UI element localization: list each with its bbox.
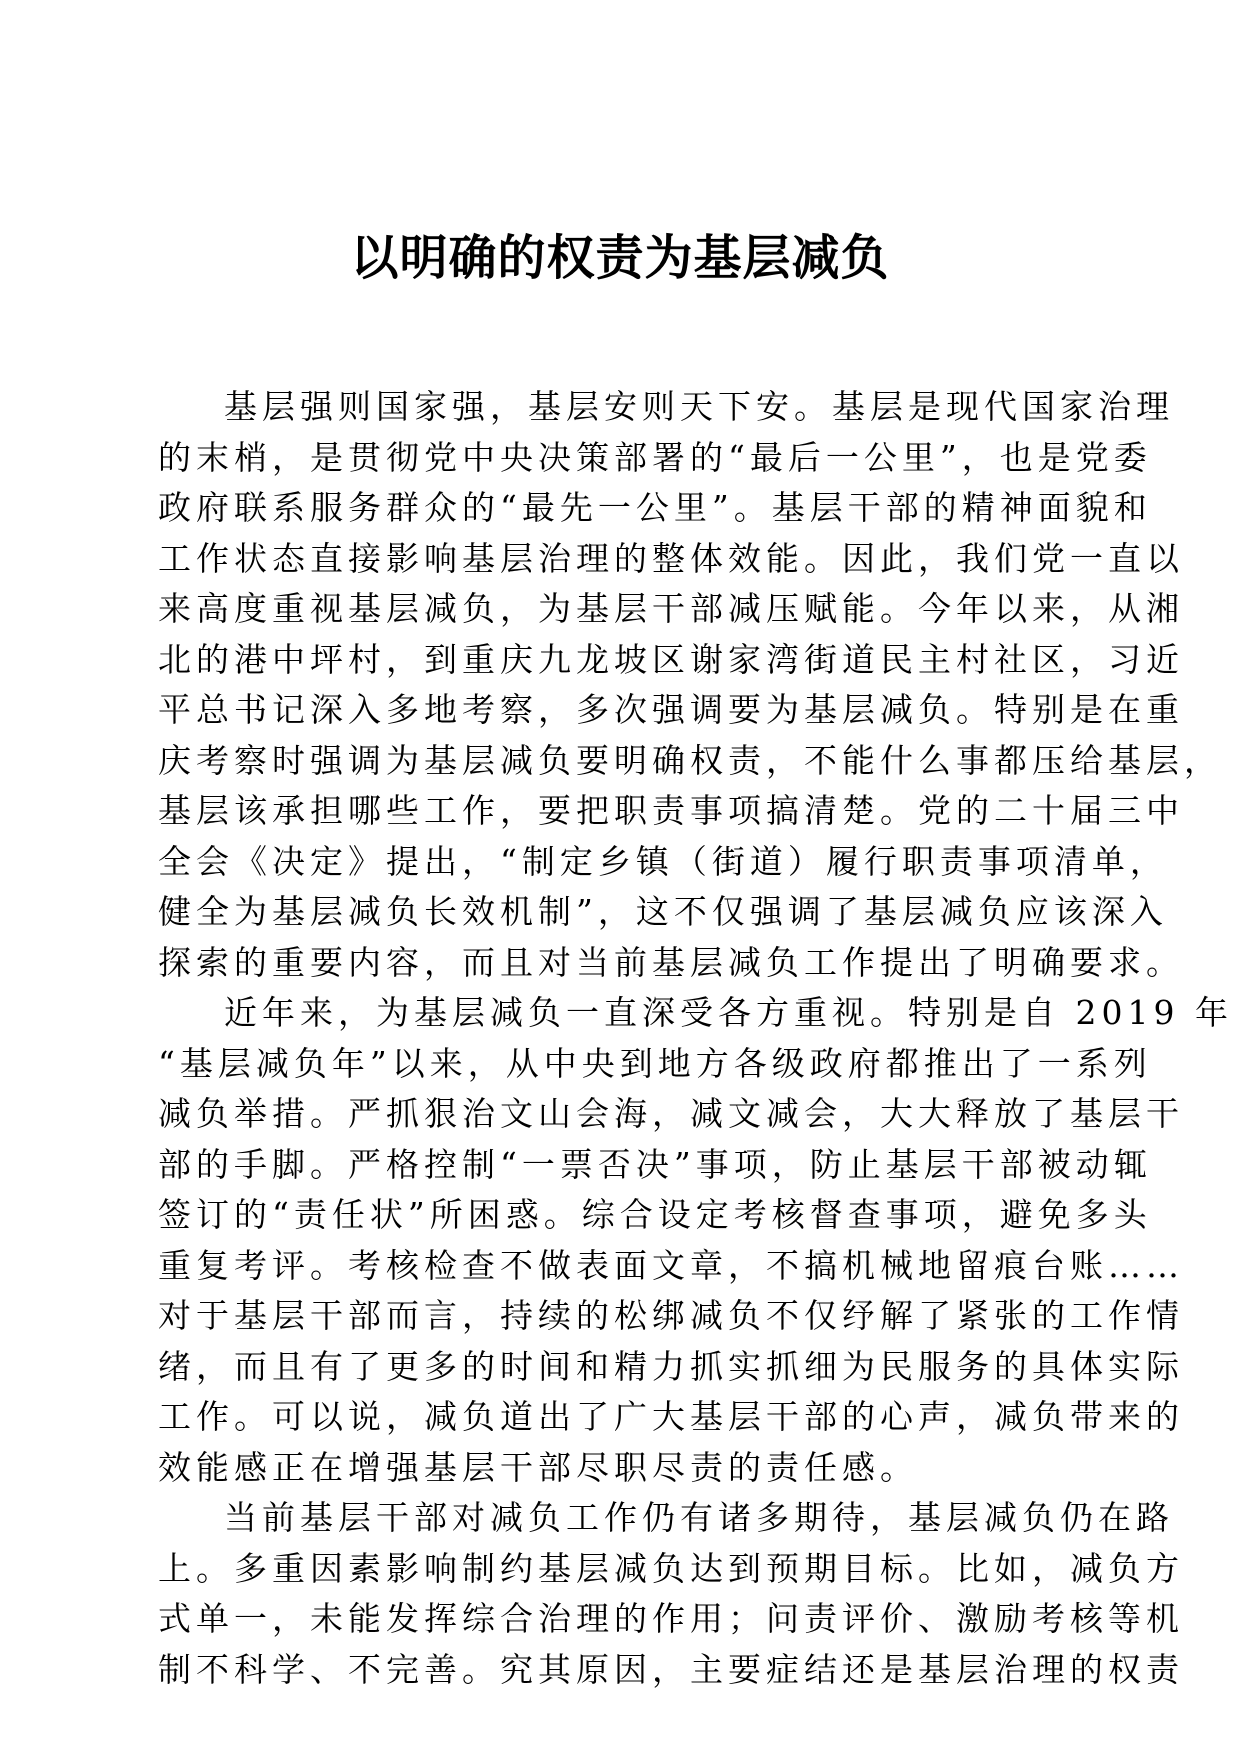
text-line: 式单一，未能发挥综合治理的作用；问责评价、激励考核等机	[158, 1599, 1184, 1638]
paragraph-2	[158, 988, 1233, 1493]
text-line: 效能感正在增强基层干部尽职尽责的责任感。	[158, 1447, 918, 1487]
text-line: 健全为基层减负长效机制”，这不仅强调了基层减负应该深入	[158, 892, 1168, 931]
text-line: 平总书记深入多地考察，多次强调要为基层减负。特别是在重	[158, 690, 1184, 729]
text-line: 上。多重因素影响制约基层减负达到预期目标。比如，减负方	[158, 1548, 1184, 1588]
text-line: 基层强则国家强，基层安则天下安。基层是现代国家治理	[224, 387, 1174, 426]
text-line: 庆考察时强调为基层减负要明确权责，不能什么事都压给基层，	[158, 740, 1222, 780]
text-line: 部的手脚。严格控制“一票否决”事项，防止基层干部被动辄	[158, 1144, 1152, 1184]
document-title: 以明确的权责为基层减负	[350, 230, 890, 286]
text-line: 对于基层干部而言，持续的松绑减负不仅纾解了紧张的工作情	[158, 1296, 1184, 1335]
text-line: 工作。可以说，减负道出了广大基层干部的心声，减负带来的	[158, 1397, 1184, 1436]
text-line: 北的港中坪村，到重庆九龙坡区谢家湾街道民主村社区，习近	[158, 639, 1184, 679]
text-line: 近年来，为基层减负一直深受各方重视。特别是自 2019 年	[224, 993, 1233, 1032]
text-line: “基层减负年”以来，从中央到地方各级政府都推出了一系列	[158, 1043, 1152, 1083]
text-line: 制不科学、不完善。究其原因，主要症结还是基层治理的权责	[158, 1649, 1184, 1689]
text-line: 探索的重要内容，而且对当前基层减负工作提出了明确要求。	[158, 942, 1184, 982]
text-line: 绪，而且有了更多的时间和精力抓实抓细为民服务的具体实际	[158, 1346, 1184, 1386]
text-line: 工作状态直接影响基层治理的整体效能。因此，我们党一直以	[158, 538, 1184, 578]
text-line: 来高度重视基层减负，为基层干部减压赋能。今年以来，从湘	[158, 589, 1184, 628]
text-line: 当前基层干部对减负工作仍有诸多期待，基层减负仍在路	[224, 1498, 1174, 1537]
document-body	[158, 382, 1233, 1695]
text-line: 基层该承担哪些工作，要把职责事项搞清楚。党的二十届三中	[158, 791, 1184, 830]
paragraph-3	[158, 1493, 1184, 1695]
paragraph-1	[158, 382, 1222, 988]
text-line: 重复考评。考核检查不做表面文章，不搞机械地留痕台账……	[158, 1245, 1184, 1285]
text-line: 政府联系服务群众的“最先一公里”。基层干部的精神面貌和	[158, 488, 1152, 527]
text-line: 减负举措。严抓狠治文山会海，减文减会，大大释放了基层干	[158, 1094, 1184, 1133]
text-line: 的末梢，是贯彻党中央决策部署的“最后一公里”，也是党委	[158, 437, 1152, 477]
text-line: 签订的“责任状”所困惑。综合设定考核督查事项，避免多头	[158, 1195, 1152, 1234]
text-line: 全会《决定》提出，“制定乡镇（街道）履行职责事项清单，	[158, 841, 1168, 881]
